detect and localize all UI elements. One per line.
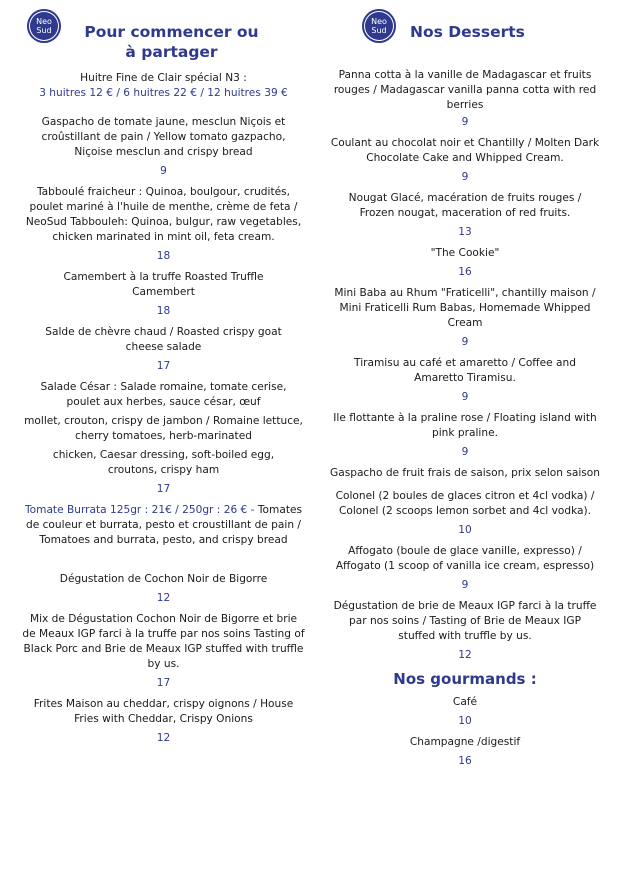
menu-item: Tiramisu au café et amaretto / Coffee and Amaretto Tiramisu. (354, 357, 576, 384)
menu-item: Dégustation de brie de Meaux IGP farci à la truffe par nos soins / Tasting of Brie de Meaux IGP stuffed with truffle by us. (333, 600, 597, 642)
menu-item-price: 12 (156, 592, 171, 604)
menu-item: "The Cookie" (430, 247, 500, 259)
menu-item: Mix de Dégustation Cochon Noir de Bigorre et brie de Meaux IGP farci à la truffe par nos soins Tasting of Black Porc and Brie de Meaux IGP stuffed with truffle by us. (22, 613, 305, 670)
starters-heading: Pour commencer ou à partager (84, 23, 259, 61)
logo-text-line2: Sud (371, 26, 387, 35)
menu-item-highlight: Tomate Burrata 125gr : 21€ / 250gr : 26 € - (24, 504, 255, 516)
starters-column (22, 0, 305, 752)
menu-item: Huitre Fine de Clair spécial N3 : (80, 72, 247, 84)
menu-item-part: chicken, Caesar dressing, soft-boiled egg, croutons, crispy ham (52, 449, 275, 476)
menu-item: Colonel (2 boules de glaces citron et 4cl vodka) / Colonel (2 scoops lemon sorbet and 4cl vodka). (335, 490, 595, 517)
menu-item: Nougat Glacé, macération de fruits rouges / Frozen nougat, maceration of red fruits. (348, 192, 582, 219)
menu-item-part: Salade César : Salade romaine, tomate cerise, poulet aux herbes, sauce césar, œuf (40, 381, 287, 408)
menu-item: Frites Maison au cheddar, crispy oignons / House Fries with Cheddar, Crispy Onions (33, 698, 294, 725)
menu-item-description: Tomates de couleur et burrata, pesto et croustillant de pain / Tomatoes and burrata, pesto, and crispy bread (26, 504, 303, 546)
menu-item-price: 9 (160, 165, 167, 177)
menu-item: Coulant au chocolat noir et Chantilly / Molten Dark Chocolate Cake and Whipped Cream. (330, 137, 600, 164)
menu-item: Gaspacho de fruit frais de saison, prix selon saison (330, 467, 600, 479)
desserts-heading: Nos Desserts (410, 23, 525, 41)
menu-item-price: 18 (156, 305, 171, 317)
menu-item-price: 12 (458, 649, 472, 661)
menu-item (22, 503, 305, 548)
menu-item: Mini Baba au Rhum "Fraticelli", chantilly maison / Mini Fraticelli Rum Babas, Homemade Whipped Cream (334, 287, 596, 329)
menu-item: Gaspacho de tomate jaune, mesclun Niçois et croûstillant de pain / Yellow tomato gazpacho, Niçoise mesclun and crispy bread (41, 116, 286, 158)
menu-item-price: 16 (458, 755, 472, 767)
menu-item-price: 9 (461, 446, 469, 458)
menu-item-price: 10 (458, 524, 472, 536)
menu-item-price: 9 (461, 391, 469, 403)
menu-item-price: 9 (461, 171, 469, 183)
menu-item: Tabboulé fraicheur : Quinoa, boulgour, crudités, poulet mariné à l'huile de menthe, crème de feta / NeoSud Tabbouleh: Quinoa, bulgur, raw vegetables, chicken marinated in mint oil, feta cream. (25, 186, 302, 243)
menu-item: Panna cotta à la vanille de Madagascar et fruits rouges / Madagascar vanilla panna cotta with red berries (333, 69, 597, 111)
menu-item-price: 16 (458, 266, 472, 278)
logo-text-line2: Sud (36, 26, 52, 35)
menu-item-part: mollet, crouton, crispy de jambon / Romaine lettuce, cherry tomatoes, herb-marinated (24, 415, 303, 442)
menu-item: Dégustation de Cochon Noir de Bigorre (59, 573, 268, 585)
logo-text-line1: Neo (36, 17, 52, 26)
desserts-column (330, 0, 600, 775)
menu-item-price: 17 (156, 360, 171, 372)
gourmands-heading: Nos gourmands : (393, 670, 537, 688)
menu-item-price: 9 (461, 336, 469, 348)
menu-item-price: 10 (458, 715, 472, 727)
menu-item-price: 12 (156, 732, 171, 744)
menu-item-price: 9 (461, 116, 469, 128)
menu-item-price: 3 huitres 12 € / 6 huitres 22 € / 12 huitres 39 € (39, 87, 288, 99)
menu-item: Ile flottante à la praline rose / Floating island with pink praline. (333, 412, 597, 439)
menu-item: Affogato (boule de glace vanille, expresso) / Affogato (1 scoop of vanilla ice cream, espresso) (335, 545, 595, 572)
menu-item-price: 9 (461, 579, 469, 591)
logo-text-line1: Neo (371, 17, 387, 26)
menu-item-price: 17 (156, 483, 171, 495)
menu-item: Café (452, 696, 478, 708)
menu-item-price: 18 (156, 250, 171, 262)
menu-item: Salde de chèvre chaud / Roasted crispy goat cheese salade (45, 326, 282, 353)
menu-item-price: 17 (156, 677, 171, 689)
menu-item-price: 13 (458, 226, 472, 238)
menu-item: Champagne /digestif (409, 736, 521, 748)
menu-item: Camembert à la truffe Roasted Truffle Camembert (63, 271, 264, 298)
